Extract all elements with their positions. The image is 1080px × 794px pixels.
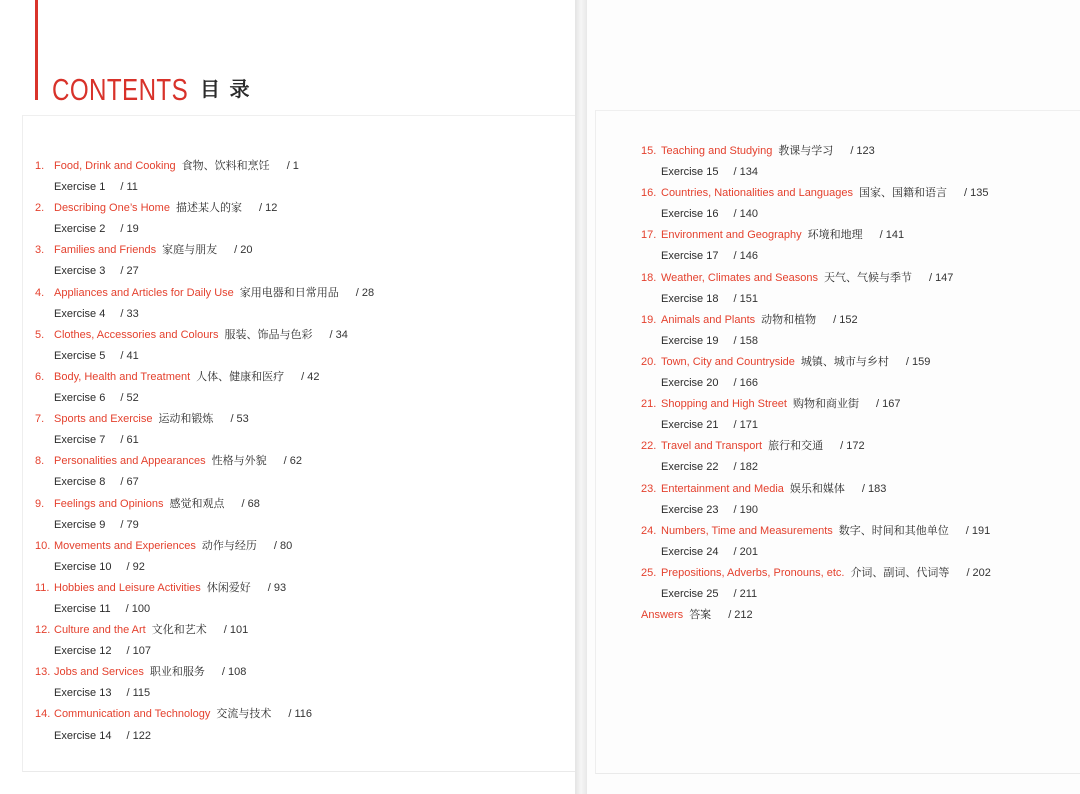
exercise-title: Exercise 16 [661, 208, 719, 221]
exercise-line [35, 346, 374, 367]
exercise-line [641, 331, 991, 352]
toc-entry [35, 451, 374, 493]
exercise-page: / 190 [733, 503, 758, 516]
chapter-title-zh: 运动和锻炼 [158, 413, 214, 426]
chapter-number: 13. [35, 666, 51, 679]
toc-entry [641, 436, 991, 478]
exercise-line [35, 472, 374, 493]
exercise-line [641, 246, 991, 267]
toc-entry [35, 578, 374, 620]
chapter-title: Travel and Transport [661, 440, 763, 453]
exercise-line [35, 219, 374, 240]
exercise-line [35, 304, 374, 325]
exercise-line [35, 557, 374, 578]
chapter-page: / 34 [329, 328, 348, 341]
chapter-title-zh: 介词、副词、代词等 [850, 566, 950, 579]
chapter-title: Numbers, Time and Measurements [661, 524, 833, 537]
contents-heading-zh: 目 录 [200, 79, 252, 101]
chapter-number: 16. [641, 187, 657, 200]
chapter-page: / 159 [905, 355, 931, 368]
exercise-page: / 182 [733, 461, 758, 474]
chapter-number: 17. [641, 229, 657, 242]
exercise-title: Exercise 5 [54, 349, 106, 362]
chapter-number: 23. [641, 482, 657, 495]
red-accent-bar [35, 0, 38, 100]
chapter-title: Hobbies and Leisure Activities [54, 581, 201, 594]
chapter-title-zh: 动物和植物 [761, 313, 817, 326]
exercise-line [641, 289, 991, 310]
toc-list-right [641, 141, 991, 626]
exercise-page: / 107 [126, 645, 151, 658]
chapter-line [35, 409, 374, 430]
chapter-page: / 141 [879, 229, 905, 242]
answers-line [641, 605, 991, 626]
exercise-title: Exercise 17 [661, 250, 719, 263]
chapter-page: / 62 [283, 455, 303, 468]
exercise-page: / 201 [733, 545, 758, 558]
chapter-title-zh: 动作与经历 [201, 539, 257, 552]
chapter-title: Clothes, Accessories and Colours [54, 328, 219, 341]
exercise-title: Exercise 18 [661, 292, 719, 305]
answers-page: / 212 [728, 609, 753, 622]
chapter-title: Environment and Geography [661, 229, 802, 242]
chapter-page: / 116 [288, 708, 312, 721]
chapter-title-zh: 城镇、城市与乡村 [800, 355, 889, 368]
exercise-title: Exercise 9 [54, 518, 106, 531]
toc-entry [641, 521, 991, 563]
exercise-line [641, 162, 991, 183]
toc-entry [641, 141, 991, 183]
chapter-page: / 191 [965, 524, 991, 537]
chapter-title: Teaching and Studying [661, 145, 773, 157]
exercise-title: Exercise 14 [54, 729, 112, 742]
chapter-line [35, 367, 374, 388]
exercise-page: / 67 [120, 476, 139, 489]
exercise-line [35, 177, 374, 198]
chapter-title: Prepositions, Adverbs, Pronouns, etc. [661, 566, 845, 579]
toc-entry [35, 536, 374, 578]
toc-entry [641, 563, 991, 605]
toc-entry [641, 268, 991, 310]
chapter-title: Weather, Climates and Seasons [661, 271, 818, 284]
exercise-page: / 158 [733, 334, 758, 347]
toc-entry [641, 352, 991, 394]
chapter-line [35, 283, 374, 304]
exercise-line [641, 204, 991, 225]
exercise-title: Exercise 19 [661, 334, 719, 347]
exercise-title: Exercise 3 [54, 265, 106, 278]
chapter-line [35, 240, 374, 261]
exercise-title: Exercise 4 [54, 307, 106, 320]
chapter-number: 6. [35, 370, 45, 383]
chapter-line [641, 352, 991, 373]
chapter-page: / 12 [258, 202, 278, 215]
exercise-line [641, 373, 991, 394]
exercise-page: / 11 [120, 181, 138, 194]
exercise-page: / 61 [120, 434, 139, 447]
chapter-number: 3. [35, 244, 45, 257]
chapter-title: Shopping and High Street [661, 398, 787, 411]
exercise-title: Exercise 20 [661, 377, 719, 390]
chapter-page: / 123 [850, 145, 875, 157]
chapter-page: / 202 [966, 566, 991, 579]
chapter-title-zh: 食物、饮料和烹饪 [181, 160, 270, 172]
chapter-line [35, 494, 374, 515]
chapter-title: Town, City and Countryside [661, 355, 795, 368]
chapter-line [35, 704, 374, 725]
exercise-line [35, 388, 374, 409]
contents-heading: CONTENTS [52, 72, 189, 107]
exercise-line [35, 683, 374, 704]
chapter-title-zh: 天气、气候与季节 [823, 271, 912, 284]
chapter-number: 15. [641, 145, 657, 157]
chapter-title-zh: 教课与学习 [778, 145, 834, 157]
chapter-title: Families and Friends [54, 244, 157, 257]
chapter-number: 21. [641, 398, 657, 411]
chapter-number: 2. [35, 202, 45, 215]
chapter-line [641, 436, 991, 457]
chapter-line [641, 310, 991, 331]
chapter-line [35, 536, 374, 557]
chapter-line [641, 479, 991, 500]
exercise-page: / 146 [733, 250, 758, 263]
chapter-number: 8. [35, 455, 45, 468]
toc-entry [35, 409, 374, 451]
exercise-title: Exercise 15 [661, 166, 719, 179]
chapter-title-zh: 休闲爱好 [206, 581, 251, 594]
chapter-number: 22. [641, 440, 657, 453]
chapter-title: Movements and Experiences [54, 539, 196, 552]
chapter-title-zh: 家庭与朋友 [162, 244, 218, 257]
chapter-line [35, 198, 374, 219]
exercise-line [35, 430, 374, 451]
chapter-page: / 167 [875, 398, 901, 411]
chapter-title-zh: 旅行和交通 [768, 440, 824, 453]
chapter-page: / 108 [221, 666, 247, 679]
exercise-page: / 79 [120, 518, 139, 531]
exercise-page: / 151 [733, 292, 758, 305]
exercise-page: / 166 [733, 377, 758, 390]
exercise-title: Exercise 6 [54, 392, 106, 405]
chapter-line [641, 268, 991, 289]
chapter-page: / 42 [301, 370, 320, 383]
exercise-line [641, 457, 991, 478]
chapter-line [641, 183, 991, 204]
exercise-page: / 140 [733, 208, 758, 221]
toc-entry [35, 198, 374, 240]
chapter-number: 1. [35, 160, 45, 172]
exercise-title: Exercise 12 [54, 645, 112, 658]
toc-list-left [35, 156, 374, 747]
exercise-page: / 100 [125, 602, 151, 615]
chapter-number: 9. [35, 497, 45, 510]
toc-entry [35, 704, 374, 746]
chapter-page: / 20 [234, 244, 253, 257]
chapter-line [641, 141, 991, 162]
chapter-page: / 93 [267, 581, 287, 594]
exercise-page: / 122 [126, 729, 151, 742]
chapter-title-zh: 交流与技术 [216, 708, 272, 721]
toc-entry [641, 479, 991, 521]
chapter-line [35, 662, 374, 683]
exercise-title: Exercise 11 [54, 602, 111, 615]
exercise-title: Exercise 22 [661, 461, 719, 474]
exercise-title: Exercise 21 [661, 419, 719, 432]
exercise-title: Exercise 1 [54, 181, 106, 194]
exercise-page: / 171 [733, 419, 758, 432]
chapter-page: / 101 [223, 624, 249, 637]
exercise-page: / 27 [120, 265, 139, 278]
exercise-line [641, 584, 991, 605]
chapter-page: / 135 [964, 187, 989, 200]
toc-entry [641, 310, 991, 352]
answers-title-zh: 答案 [689, 609, 712, 622]
exercise-title: Exercise 23 [661, 503, 719, 516]
exercise-title: Exercise 24 [661, 545, 719, 558]
exercise-title: Exercise 10 [54, 560, 112, 573]
chapter-line [641, 563, 991, 584]
chapter-number: 5. [35, 328, 45, 341]
chapter-title-zh: 娱乐和媒体 [789, 482, 845, 495]
chapter-title: Feelings and Opinions [54, 497, 164, 510]
chapter-title-zh: 数字、时间和其他单位 [838, 524, 949, 537]
chapter-number: 19. [641, 313, 657, 326]
chapter-title: Describing One’s Home [54, 202, 170, 215]
book-spine [575, 0, 587, 794]
chapter-title-zh: 购物和商业街 [792, 398, 859, 411]
chapter-title: Appliances and Articles for Daily Use [54, 286, 234, 299]
chapter-title: Countries, Nationalities and Languages [661, 187, 854, 200]
chapter-number: 12. [35, 624, 51, 637]
chapter-title-zh: 人体、健康和医疗 [196, 370, 285, 383]
exercise-page: / 92 [126, 560, 145, 573]
exercise-line [641, 542, 991, 563]
exercise-line [35, 641, 374, 662]
toc-entry [35, 240, 374, 282]
exercise-title: Exercise 7 [54, 434, 106, 447]
chapter-page: / 147 [928, 271, 954, 284]
chapter-title: Entertainment and Media [661, 482, 784, 495]
chapter-page: / 152 [833, 313, 858, 326]
exercise-line [35, 515, 374, 536]
chapter-title-zh: 性格与外貌 [211, 455, 267, 468]
exercise-page: / 211 [733, 587, 758, 600]
chapter-title-zh: 感觉和观点 [169, 497, 225, 510]
exercise-line [641, 500, 991, 521]
chapter-page: / 53 [230, 413, 249, 426]
exercise-title: Exercise 13 [54, 687, 112, 700]
chapter-title-zh: 职业和服务 [149, 666, 205, 679]
exercise-line [35, 599, 374, 620]
exercise-page: / 19 [120, 223, 139, 236]
exercise-line [641, 415, 991, 436]
toc-entry [641, 225, 991, 267]
chapter-number: 20. [641, 355, 657, 368]
chapter-title-zh: 服装、饰品与色彩 [224, 328, 313, 341]
toc-entry [641, 183, 991, 225]
exercise-line [35, 261, 374, 282]
toc-entry [35, 662, 374, 704]
toc-entry [35, 325, 374, 367]
exercise-title: Exercise 2 [54, 223, 106, 236]
chapter-page: / 28 [355, 286, 375, 299]
chapter-number: 25. [641, 566, 657, 579]
chapter-line [35, 578, 374, 599]
chapter-line [641, 225, 991, 246]
chapter-title: Jobs and Services [54, 666, 144, 679]
answers-entry [641, 605, 991, 626]
chapter-title: Communication and Technology [54, 708, 211, 721]
chapter-title-zh: 国家、国籍和语言 [859, 187, 948, 200]
chapter-line [641, 394, 991, 415]
toc-entry [35, 283, 374, 325]
exercise-page: / 41 [120, 349, 139, 362]
exercise-page: / 52 [120, 392, 139, 405]
chapter-title-zh: 家用电器和日常用品 [239, 286, 339, 299]
exercise-line [35, 726, 374, 747]
chapter-page: / 68 [241, 497, 260, 510]
exercise-page: / 33 [120, 307, 139, 320]
chapter-number: 11. [35, 581, 50, 594]
chapter-number: 18. [641, 271, 657, 284]
answers-title: Answers [641, 609, 684, 622]
chapter-title: Personalities and Appearances [54, 455, 206, 468]
chapter-title-zh: 文化和艺术 [151, 624, 207, 637]
chapter-number: 7. [35, 413, 45, 426]
chapter-page: / 80 [273, 539, 293, 552]
toc-entry [641, 394, 991, 436]
chapter-page: / 183 [861, 482, 887, 495]
exercise-title: Exercise 8 [54, 476, 106, 489]
chapter-number: 10. [35, 539, 51, 552]
chapter-title-zh: 描述某人的家 [175, 202, 242, 215]
chapter-line [35, 325, 374, 346]
chapter-line [35, 451, 374, 472]
chapter-title: Animals and Plants [661, 313, 756, 326]
chapter-number: 24. [641, 524, 657, 537]
toc-entry [35, 494, 374, 536]
exercise-page: / 134 [733, 166, 758, 179]
toc-entry [35, 367, 374, 409]
chapter-line [35, 620, 374, 641]
chapter-number: 4. [35, 286, 45, 299]
chapter-title: Culture and the Art [54, 624, 146, 637]
exercise-title: Exercise 25 [661, 587, 719, 600]
exercise-page: / 115 [126, 687, 151, 700]
chapter-title: Sports and Exercise [54, 413, 153, 426]
chapter-line [641, 521, 991, 542]
toc-entry [35, 620, 374, 662]
chapter-number: 14. [35, 708, 51, 721]
chapter-title: Body, Health and Treatment [54, 370, 191, 383]
chapter-page: / 172 [840, 440, 865, 453]
toc-entry [35, 156, 374, 198]
chapter-title-zh: 环境和地理 [807, 229, 863, 242]
chapter-page: / 1 [286, 160, 299, 172]
chapter-title: Food, Drink and Cooking [54, 160, 176, 172]
chapter-line [35, 156, 374, 177]
